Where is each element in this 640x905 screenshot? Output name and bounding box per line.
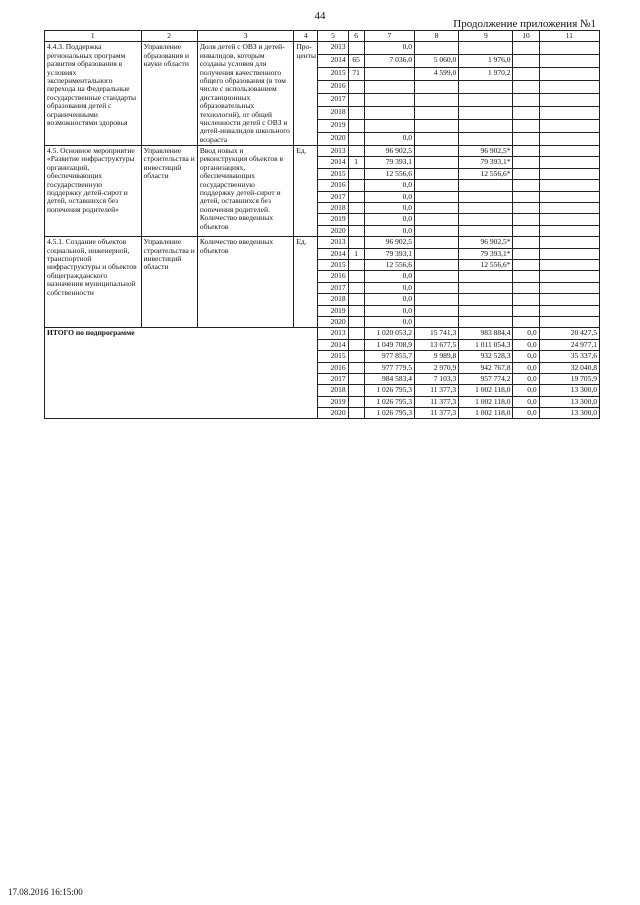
federal-cell: 11 377,3 [414, 385, 458, 396]
regional-cell: 1 002 118,0 [459, 396, 513, 407]
target-value-cell [348, 81, 364, 94]
target-value-cell [348, 168, 364, 179]
local-cell: 0,0 [513, 385, 539, 396]
other-cell [539, 42, 599, 55]
target-value-cell [348, 373, 364, 384]
federal-cell [414, 214, 458, 225]
year-cell: 2016 [318, 81, 348, 94]
total-cell: 977 855,7 [364, 351, 414, 362]
total-cell: 12 556,6 [364, 168, 414, 179]
local-cell [513, 94, 539, 107]
regional-cell: 1 976,0 [459, 55, 513, 68]
target-value-cell: 1 [348, 157, 364, 168]
col-header-11: 11 [539, 31, 599, 42]
target-value-cell [348, 271, 364, 282]
year-cell: 2016 [318, 362, 348, 373]
target-value-cell [348, 328, 364, 339]
local-cell [513, 316, 539, 327]
table-row [45, 237, 600, 248]
regional-cell: 957 774,2 [459, 373, 513, 384]
total-cell: 1 026 795,3 [364, 408, 414, 419]
federal-cell: 11 377,3 [414, 408, 458, 419]
col-header-5: 5 [318, 31, 348, 42]
regional-cell [459, 133, 513, 146]
year-cell: 2018 [318, 203, 348, 214]
year-cell: 2019 [318, 120, 348, 133]
year-cell: 2019 [318, 214, 348, 225]
regional-cell [459, 225, 513, 236]
local-cell [513, 203, 539, 214]
federal-cell: 5 060,0 [414, 55, 458, 68]
other-cell [539, 94, 599, 107]
target-value-cell [348, 282, 364, 293]
target-value-cell [348, 237, 364, 248]
year-cell: 2013 [318, 328, 348, 339]
regional-cell: 942 767,8 [459, 362, 513, 373]
year-cell: 2014 [318, 248, 348, 259]
total-cell: 7 036,0 [364, 55, 414, 68]
other-cell [539, 191, 599, 202]
federal-cell [414, 203, 458, 214]
print-timestamp: 17.08.2016 16:15:00 [8, 887, 83, 897]
total-cell: 79 393,1 [364, 157, 414, 168]
regional-cell: 983 884,4 [459, 328, 513, 339]
target-value-cell: 71 [348, 68, 364, 81]
other-cell [539, 237, 599, 248]
local-cell: 0,0 [513, 351, 539, 362]
year-cell: 2013 [318, 237, 348, 248]
federal-cell [414, 146, 458, 157]
regional-cell: 12 556,6* [459, 259, 513, 270]
year-cell: 2020 [318, 408, 348, 419]
year-cell: 2018 [318, 385, 348, 396]
regional-cell [459, 271, 513, 282]
target-value-cell [348, 408, 364, 419]
col-header-10: 10 [513, 31, 539, 42]
federal-cell [414, 248, 458, 259]
col-header-7: 7 [364, 31, 414, 42]
regional-cell: 932 528,3 [459, 351, 513, 362]
regional-cell: 1 011 054,3 [459, 339, 513, 350]
regional-cell [459, 120, 513, 133]
table-row [45, 146, 600, 157]
other-cell [539, 120, 599, 133]
federal-cell [414, 42, 458, 55]
target-value-cell [348, 214, 364, 225]
target-value-cell [348, 180, 364, 191]
col-header-3: 3 [197, 31, 294, 42]
executor: Управление образования и науки области [141, 42, 197, 146]
other-cell [539, 168, 599, 179]
target-value-cell [348, 94, 364, 107]
total-cell [364, 107, 414, 120]
total-cell: 1 026 795,3 [364, 396, 414, 407]
regional-cell [459, 305, 513, 316]
total-cell [364, 120, 414, 133]
target-value-cell [348, 294, 364, 305]
federal-cell [414, 94, 458, 107]
col-header-9: 9 [459, 31, 513, 42]
regional-cell: 96 902,5* [459, 146, 513, 157]
total-cell: 0,0 [364, 214, 414, 225]
total-cell: 1 026 795,3 [364, 385, 414, 396]
local-cell [513, 282, 539, 293]
year-cell: 2015 [318, 351, 348, 362]
target-value-cell [348, 133, 364, 146]
local-cell [513, 305, 539, 316]
local-cell [513, 120, 539, 133]
year-cell: 2016 [318, 180, 348, 191]
federal-cell [414, 120, 458, 133]
other-cell [539, 68, 599, 81]
year-cell: 2017 [318, 191, 348, 202]
total-cell: 0,0 [364, 294, 414, 305]
year-cell: 2019 [318, 305, 348, 316]
indicator: Ввод новых и реконструкция объектов в организациях, обеспечивающих государственную поддержку детей-сирот и детей, оставшихся без попечения родителей. Количество введенных объектов [197, 146, 294, 237]
local-cell: 0,0 [513, 373, 539, 384]
year-cell: 2017 [318, 94, 348, 107]
other-cell [539, 316, 599, 327]
federal-cell [414, 157, 458, 168]
page-number: 44 [314, 10, 326, 22]
regional-cell [459, 94, 513, 107]
appendix-caption: Продолжение приложения №1 [453, 18, 596, 30]
federal-cell: 11 377,3 [414, 396, 458, 407]
col-header-8: 8 [414, 31, 458, 42]
col-header-4: 4 [294, 31, 318, 42]
indicator: Доля детей с ОВЗ и детей-инвалидов, которым созданы условия для получения качественного общего образования (в том числе с использованием дистанционных образовательных технологий), от общей численности детей с ОВЗ и детей-инвалидов школьного возраста [197, 42, 294, 146]
total-cell [364, 68, 414, 81]
local-cell [513, 180, 539, 191]
federal-cell [414, 180, 458, 191]
measure-name: 4.5.1. Создание объектов социальной, инженерной, транспортной инфраструктуры и объектов общегражданского назначения муниципальной собственности [45, 237, 142, 328]
regional-cell: 1 002 118,0 [459, 408, 513, 419]
regional-cell: 79 393,1* [459, 248, 513, 259]
other-cell [539, 282, 599, 293]
federal-cell [414, 225, 458, 236]
other-cell [539, 180, 599, 191]
other-cell [539, 248, 599, 259]
table-body [45, 42, 600, 419]
local-cell [513, 271, 539, 282]
local-cell [513, 259, 539, 270]
federal-cell: 2 970,9 [414, 362, 458, 373]
local-cell [513, 168, 539, 179]
total-cell: 12 556,6 [364, 259, 414, 270]
local-cell [513, 107, 539, 120]
local-cell [513, 146, 539, 157]
federal-cell [414, 81, 458, 94]
year-cell: 2016 [318, 271, 348, 282]
local-cell [513, 294, 539, 305]
year-cell: 2014 [318, 157, 348, 168]
table-row [45, 42, 600, 55]
regional-cell [459, 42, 513, 55]
target-value-cell [348, 362, 364, 373]
local-cell [513, 225, 539, 236]
year-cell: 2013 [318, 146, 348, 157]
target-value-cell: 65 [348, 55, 364, 68]
other-cell [539, 214, 599, 225]
total-cell: 0,0 [364, 191, 414, 202]
other-cell: 19 705,9 [539, 373, 599, 384]
other-cell [539, 107, 599, 120]
total-cell: 1 020 053,2 [364, 328, 414, 339]
other-cell [539, 133, 599, 146]
regional-cell [459, 294, 513, 305]
federal-cell [414, 282, 458, 293]
target-value-cell: 1 [348, 248, 364, 259]
total-cell: 0,0 [364, 180, 414, 191]
other-cell [539, 157, 599, 168]
regional-cell: 12 556,6* [459, 168, 513, 179]
federal-cell: 7 103,3 [414, 373, 458, 384]
federal-cell [414, 107, 458, 120]
other-cell: 13 300,0 [539, 385, 599, 396]
target-value-cell [348, 225, 364, 236]
year-cell: 2017 [318, 373, 348, 384]
target-value-cell [348, 191, 364, 202]
total-cell: 0,0 [364, 305, 414, 316]
target-value-cell [348, 146, 364, 157]
regional-cell [459, 107, 513, 120]
regional-cell: 79 393,1* [459, 157, 513, 168]
federal-cell [414, 168, 458, 179]
column-number-row [45, 31, 600, 42]
local-cell [513, 133, 539, 146]
federal-cell [414, 191, 458, 202]
target-value-cell [348, 339, 364, 350]
federal-cell: 4 599,0 [414, 68, 458, 81]
year-cell: 2018 [318, 294, 348, 305]
document-sheet [44, 18, 600, 872]
other-cell: 35 337,6 [539, 351, 599, 362]
local-cell [513, 81, 539, 94]
indicator: Количество введенных объектов [197, 237, 294, 328]
total-cell: 0,0 [364, 316, 414, 327]
total-cell [364, 94, 414, 107]
other-cell: 13 300,0 [539, 408, 599, 419]
total-cell: 1 049 708,9 [364, 339, 414, 350]
other-cell [539, 305, 599, 316]
col-header-2: 2 [141, 31, 197, 42]
federal-cell: 13 677,5 [414, 339, 458, 350]
year-cell: 2017 [318, 282, 348, 293]
local-cell [513, 42, 539, 55]
col-header-6: 6 [348, 31, 364, 42]
target-value-cell [348, 316, 364, 327]
federal-cell [414, 237, 458, 248]
total-cell: 79 393,1 [364, 248, 414, 259]
local-cell: 0,0 [513, 362, 539, 373]
total-cell: 0,0 [364, 282, 414, 293]
federal-cell: 9 989,8 [414, 351, 458, 362]
col-header-1: 1 [45, 31, 142, 42]
other-cell: 13 300,0 [539, 396, 599, 407]
target-value-cell [348, 259, 364, 270]
local-cell: 0,0 [513, 408, 539, 419]
unit: Ед. [294, 237, 318, 328]
program-table [44, 30, 600, 419]
federal-cell [414, 305, 458, 316]
regional-cell: 1 970,2 [459, 68, 513, 81]
regional-cell [459, 214, 513, 225]
total-cell [364, 81, 414, 94]
target-value-cell [348, 305, 364, 316]
local-cell [513, 55, 539, 68]
total-cell: 0,0 [364, 133, 414, 146]
target-value-cell [348, 107, 364, 120]
local-cell [513, 68, 539, 81]
other-cell [539, 259, 599, 270]
total-cell: 96 902,5 [364, 237, 414, 248]
local-cell [513, 191, 539, 202]
year-cell: 2015 [318, 68, 348, 81]
local-cell: 0,0 [513, 396, 539, 407]
local-cell [513, 237, 539, 248]
other-cell [539, 81, 599, 94]
year-cell: 2019 [318, 396, 348, 407]
total-cell: 0,0 [364, 225, 414, 236]
year-cell: 2015 [318, 259, 348, 270]
measure-name: 4.5. Основное мероприятие «Развитие инфраструктуры организаций, обеспечивающих государственную поддержку детей-сирот и детей, оставшихся без попечения родителей» [45, 146, 142, 237]
total-cell: 984 583,4 [364, 373, 414, 384]
regional-cell [459, 282, 513, 293]
total-row [45, 328, 600, 339]
target-value-cell [348, 351, 364, 362]
executor: Управление строительства и инвестиций области [141, 237, 197, 328]
total-cell: 0,0 [364, 271, 414, 282]
total-cell: 0,0 [364, 203, 414, 214]
regional-cell [459, 81, 513, 94]
total-cell: 977 779,5 [364, 362, 414, 373]
unit: Про-центы [294, 42, 318, 146]
target-value-cell [348, 120, 364, 133]
other-cell [539, 294, 599, 305]
year-cell: 2015 [318, 168, 348, 179]
measure-name: 4.4.3. Поддержка региональных программ развития образования в условиях экспериментального перехода на Федеральные государственные стандарты образования детей с ограниченными возможностями здоровья [45, 42, 142, 146]
unit: Ед. [294, 146, 318, 237]
local-cell: 0,0 [513, 339, 539, 350]
other-cell: 32 040,8 [539, 362, 599, 373]
federal-cell [414, 294, 458, 305]
target-value-cell [348, 396, 364, 407]
other-cell [539, 271, 599, 282]
local-cell: 0,0 [513, 328, 539, 339]
target-value-cell [348, 385, 364, 396]
other-cell [539, 146, 599, 157]
federal-cell: 15 741,3 [414, 328, 458, 339]
local-cell [513, 157, 539, 168]
federal-cell [414, 316, 458, 327]
other-cell [539, 203, 599, 214]
total-cell: 96 902,5 [364, 146, 414, 157]
other-cell [539, 55, 599, 68]
year-cell: 2020 [318, 133, 348, 146]
target-value-cell [348, 203, 364, 214]
other-cell: 20 427,5 [539, 328, 599, 339]
federal-cell [414, 133, 458, 146]
regional-cell: 1 002 118,0 [459, 385, 513, 396]
regional-cell [459, 316, 513, 327]
year-cell: 2014 [318, 55, 348, 68]
year-cell: 2018 [318, 107, 348, 120]
year-cell: 2020 [318, 225, 348, 236]
local-cell [513, 248, 539, 259]
regional-cell [459, 191, 513, 202]
executor: Управление строительства и инвестиций области [141, 146, 197, 237]
year-cell: 2013 [318, 42, 348, 55]
total-label: ИТОГО по подпрограмме [45, 328, 318, 419]
total-cell: 0,0 [364, 42, 414, 55]
local-cell [513, 214, 539, 225]
federal-cell [414, 271, 458, 282]
federal-cell [414, 259, 458, 270]
year-cell: 2014 [318, 339, 348, 350]
regional-cell: 96 902,5* [459, 237, 513, 248]
regional-cell [459, 180, 513, 191]
other-cell: 24 977,1 [539, 339, 599, 350]
target-value-cell [348, 42, 364, 55]
year-cell: 2020 [318, 316, 348, 327]
other-cell [539, 225, 599, 236]
regional-cell [459, 203, 513, 214]
